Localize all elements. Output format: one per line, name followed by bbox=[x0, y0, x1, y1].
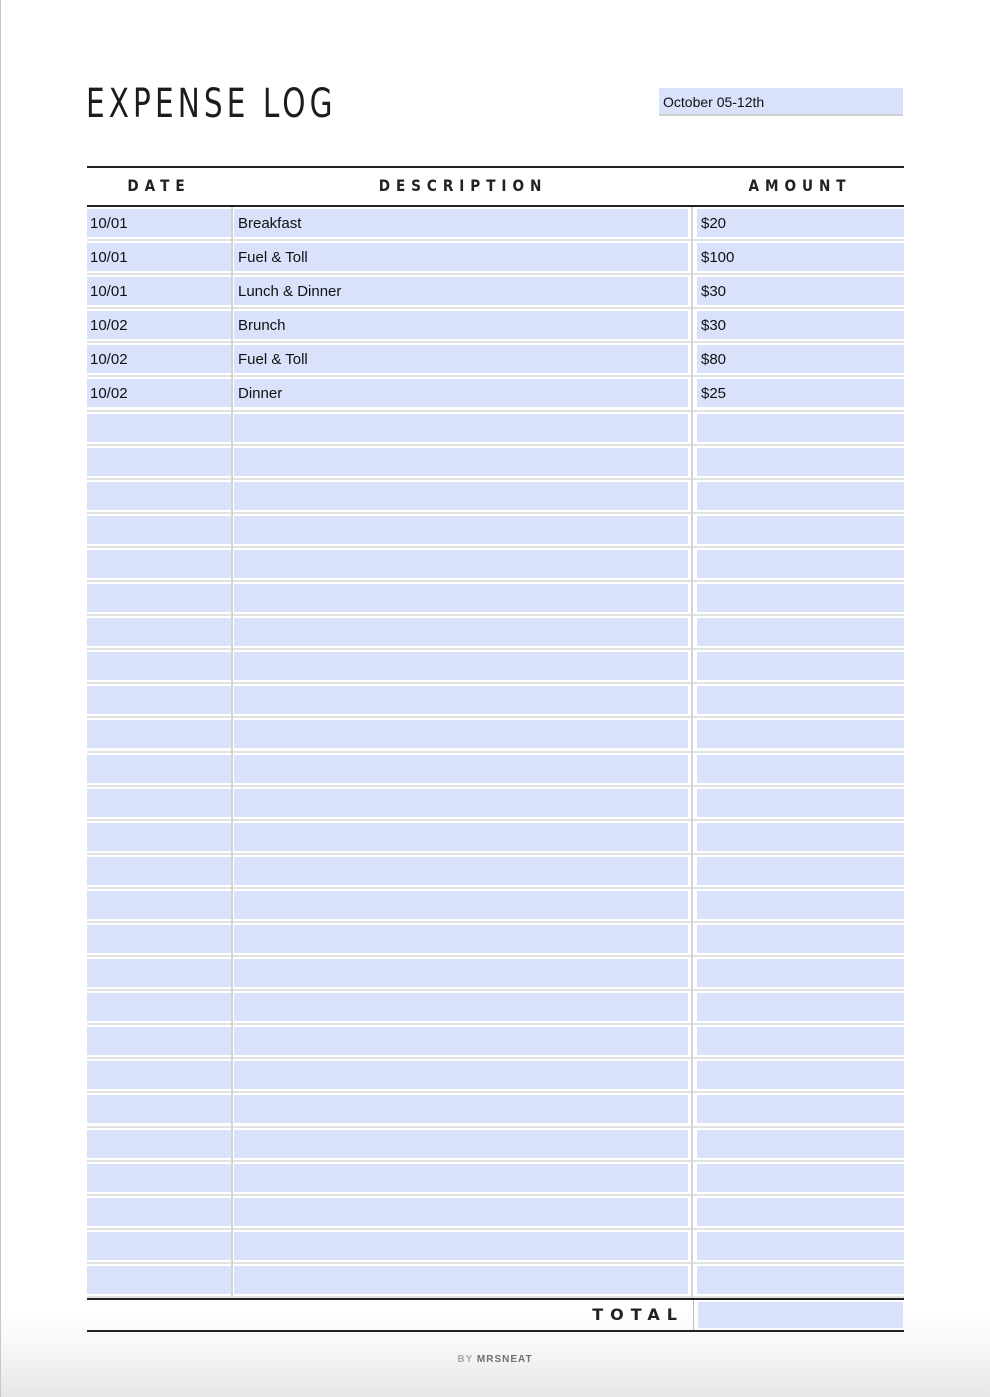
amount-cell[interactable] bbox=[697, 550, 904, 578]
amount-cell[interactable] bbox=[697, 618, 904, 646]
page-title: EXPENSE LOG bbox=[86, 81, 337, 127]
expense-table bbox=[87, 207, 904, 1298]
amount-cell[interactable]: $80 bbox=[697, 345, 904, 373]
description-cell[interactable] bbox=[234, 516, 688, 544]
table-row bbox=[87, 753, 904, 787]
table-row bbox=[87, 275, 904, 309]
description-cell[interactable] bbox=[234, 414, 688, 442]
description-cell[interactable]: Dinner bbox=[234, 379, 688, 407]
table-row bbox=[87, 616, 904, 650]
table-row bbox=[87, 650, 904, 684]
table-row bbox=[87, 446, 904, 480]
date-cell[interactable] bbox=[87, 720, 231, 748]
date-cell[interactable] bbox=[87, 959, 231, 987]
description-cell[interactable] bbox=[234, 1095, 688, 1123]
table-row bbox=[87, 1128, 904, 1162]
description-cell[interactable] bbox=[234, 686, 688, 714]
description-cell[interactable]: Breakfast bbox=[234, 209, 688, 237]
table-row bbox=[87, 1059, 904, 1093]
description-cell[interactable] bbox=[234, 925, 688, 953]
amount-cell[interactable] bbox=[697, 1232, 904, 1260]
date-cell[interactable] bbox=[87, 823, 231, 851]
date-cell[interactable]: 10/01 bbox=[87, 209, 231, 237]
footer-brand: MRSNEAT bbox=[476, 1354, 533, 1365]
table-row bbox=[87, 1025, 904, 1059]
table-row bbox=[87, 412, 904, 446]
date-cell[interactable] bbox=[87, 789, 231, 817]
amount-cell[interactable] bbox=[697, 993, 904, 1021]
date-cell[interactable] bbox=[87, 1164, 231, 1192]
description-cell[interactable]: Fuel & Toll bbox=[234, 243, 688, 271]
description-cell[interactable] bbox=[234, 652, 688, 680]
table-row bbox=[87, 241, 904, 275]
amount-cell[interactable] bbox=[697, 686, 904, 714]
table-row bbox=[87, 1162, 904, 1196]
table-row bbox=[87, 1196, 904, 1230]
table-row bbox=[87, 889, 904, 923]
table-row bbox=[87, 1230, 904, 1264]
footer-by: BY bbox=[457, 1354, 474, 1365]
description-cell[interactable]: Lunch & Dinner bbox=[234, 277, 688, 305]
column-header-amount: AMOUNT bbox=[748, 176, 852, 195]
date-cell[interactable] bbox=[87, 925, 231, 953]
description-cell[interactable] bbox=[234, 1027, 688, 1055]
amount-cell[interactable] bbox=[697, 1061, 904, 1089]
table-row bbox=[87, 821, 904, 855]
date-cell[interactable] bbox=[87, 584, 231, 612]
date-cell[interactable]: 10/02 bbox=[87, 379, 231, 407]
amount-cell[interactable] bbox=[697, 1027, 904, 1055]
amount-cell[interactable] bbox=[697, 448, 904, 476]
amount-cell[interactable] bbox=[697, 755, 904, 783]
description-cell[interactable] bbox=[234, 959, 688, 987]
table-row bbox=[87, 377, 904, 411]
amount-cell[interactable]: $100 bbox=[697, 243, 904, 271]
table-row bbox=[87, 1093, 904, 1127]
table-row bbox=[87, 923, 904, 957]
table-row bbox=[87, 514, 904, 548]
date-cell[interactable] bbox=[87, 1095, 231, 1123]
column-divider bbox=[691, 207, 693, 1298]
date-cell[interactable]: 10/02 bbox=[87, 311, 231, 339]
description-cell[interactable]: Brunch bbox=[234, 311, 688, 339]
table-row bbox=[87, 1264, 904, 1298]
date-cell[interactable] bbox=[87, 891, 231, 919]
description-cell[interactable] bbox=[234, 789, 688, 817]
date-cell[interactable] bbox=[87, 482, 231, 510]
description-cell[interactable] bbox=[234, 618, 688, 646]
total-bottom-rule bbox=[87, 1330, 904, 1332]
description-cell[interactable] bbox=[234, 1232, 688, 1260]
amount-cell[interactable] bbox=[697, 789, 904, 817]
table-row bbox=[87, 548, 904, 582]
amount-cell[interactable] bbox=[697, 1164, 904, 1192]
description-cell[interactable] bbox=[234, 823, 688, 851]
amount-cell[interactable] bbox=[697, 516, 904, 544]
amount-cell[interactable] bbox=[697, 414, 904, 442]
column-header-description: DESCRIPTION bbox=[378, 176, 548, 195]
amount-cell[interactable]: $30 bbox=[697, 277, 904, 305]
amount-cell[interactable] bbox=[697, 1095, 904, 1123]
date-cell[interactable] bbox=[87, 516, 231, 544]
description-cell[interactable] bbox=[234, 891, 688, 919]
description-cell[interactable] bbox=[234, 1164, 688, 1192]
table-row bbox=[87, 718, 904, 752]
date-cell[interactable] bbox=[87, 857, 231, 885]
table-row bbox=[87, 207, 904, 241]
description-cell[interactable] bbox=[234, 755, 688, 783]
amount-cell[interactable] bbox=[697, 584, 904, 612]
date-cell[interactable] bbox=[87, 618, 231, 646]
date-cell[interactable] bbox=[87, 1266, 231, 1294]
date-cell[interactable] bbox=[87, 652, 231, 680]
description-cell[interactable] bbox=[234, 1130, 688, 1158]
description-cell[interactable] bbox=[234, 720, 688, 748]
date-cell[interactable]: 10/01 bbox=[87, 277, 231, 305]
total-amount-field[interactable] bbox=[698, 1302, 903, 1328]
date-cell[interactable]: 10/02 bbox=[87, 345, 231, 373]
date-cell[interactable] bbox=[87, 686, 231, 714]
amount-cell[interactable] bbox=[697, 1130, 904, 1158]
page-edge bbox=[0, 0, 1, 1397]
total-top-rule bbox=[87, 1298, 904, 1300]
amount-cell[interactable] bbox=[697, 482, 904, 510]
table-top-rule bbox=[87, 166, 904, 168]
table-row bbox=[87, 991, 904, 1025]
amount-cell[interactable] bbox=[697, 720, 904, 748]
table-row bbox=[87, 343, 904, 377]
table-row bbox=[87, 957, 904, 991]
column-divider bbox=[231, 207, 233, 1298]
description-cell[interactable] bbox=[234, 1198, 688, 1226]
table-row bbox=[87, 855, 904, 889]
date-cell[interactable] bbox=[87, 1027, 231, 1055]
table-row bbox=[87, 309, 904, 343]
date-cell[interactable] bbox=[87, 414, 231, 442]
amount-cell[interactable] bbox=[697, 652, 904, 680]
column-header-date: DATE bbox=[127, 176, 191, 195]
footer-credit bbox=[0, 1354, 990, 1365]
description-cell[interactable]: Fuel & Toll bbox=[234, 345, 688, 373]
description-cell[interactable] bbox=[234, 448, 688, 476]
date-cell[interactable] bbox=[87, 550, 231, 578]
date-cell[interactable] bbox=[87, 993, 231, 1021]
date-cell[interactable]: 10/01 bbox=[87, 243, 231, 271]
description-cell[interactable] bbox=[234, 993, 688, 1021]
date-cell[interactable] bbox=[87, 1061, 231, 1089]
date-cell[interactable] bbox=[87, 1232, 231, 1260]
amount-cell[interactable] bbox=[697, 823, 904, 851]
amount-cell[interactable] bbox=[697, 857, 904, 885]
description-cell[interactable] bbox=[234, 1266, 688, 1294]
table-row bbox=[87, 582, 904, 616]
total-divider bbox=[693, 1300, 694, 1330]
description-cell[interactable] bbox=[234, 584, 688, 612]
description-cell[interactable] bbox=[234, 1061, 688, 1089]
amount-cell[interactable] bbox=[697, 1198, 904, 1226]
amount-cell[interactable]: $25 bbox=[697, 379, 904, 407]
description-cell[interactable] bbox=[234, 550, 688, 578]
amount-cell[interactable]: $20 bbox=[697, 209, 904, 237]
amount-cell[interactable] bbox=[697, 959, 904, 987]
amount-cell[interactable] bbox=[697, 891, 904, 919]
date-cell[interactable] bbox=[87, 755, 231, 783]
date-cell[interactable] bbox=[87, 448, 231, 476]
amount-cell[interactable] bbox=[697, 1266, 904, 1294]
amount-cell[interactable] bbox=[697, 925, 904, 953]
description-cell[interactable] bbox=[234, 482, 688, 510]
table-row bbox=[87, 480, 904, 514]
description-cell[interactable] bbox=[234, 857, 688, 885]
table-row bbox=[87, 787, 904, 821]
date-range-field[interactable]: October 05-12th bbox=[659, 88, 903, 116]
date-cell[interactable] bbox=[87, 1130, 231, 1158]
amount-cell[interactable]: $30 bbox=[697, 311, 904, 339]
table-row bbox=[87, 684, 904, 718]
total-label: TOTAL bbox=[592, 1305, 684, 1324]
date-cell[interactable] bbox=[87, 1198, 231, 1226]
